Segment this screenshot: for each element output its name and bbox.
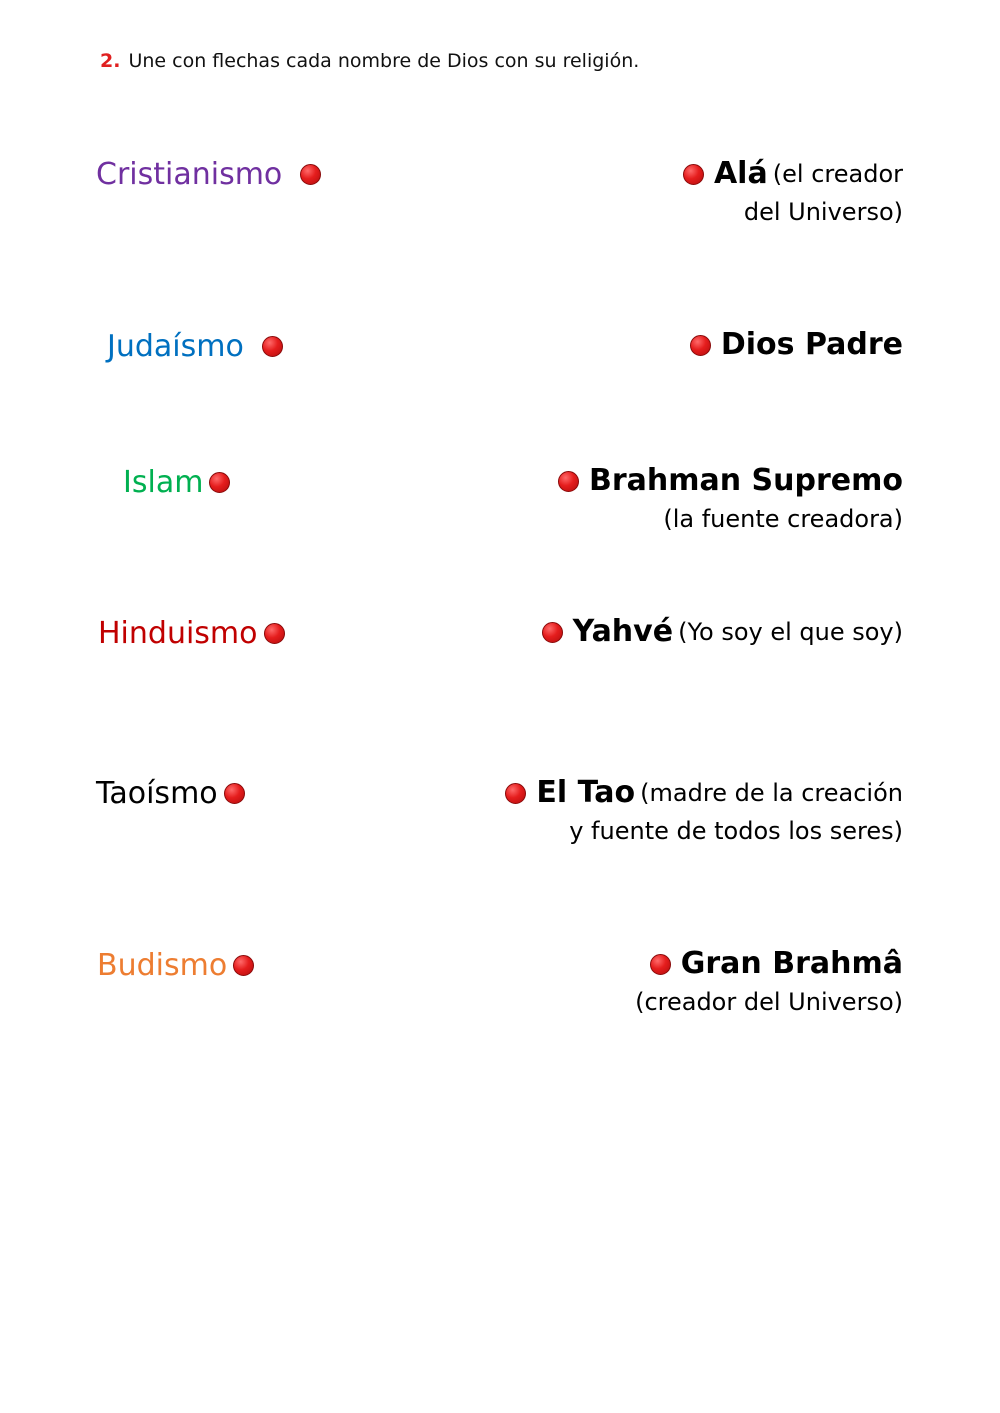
god-name: Brahman Supremo [588, 463, 903, 498]
god-item-ala [683, 155, 903, 231]
connect-dot-icon[interactable] [505, 783, 526, 804]
god-item-brahman-supremo [558, 462, 903, 538]
instruction-text: Une con flechas cada nombre de Dios con su religión. [128, 50, 640, 72]
religion-item-cristianismo [96, 152, 321, 196]
connect-dot-icon[interactable] [300, 164, 321, 185]
god-item-gran-brahma [635, 945, 903, 1021]
connect-dot-icon[interactable] [224, 783, 245, 804]
religion-label: Islam [123, 464, 204, 500]
instruction [100, 50, 639, 72]
god-item-yahve [542, 613, 903, 651]
connect-dot-icon[interactable] [262, 336, 283, 357]
religion-item-taoismo [96, 771, 245, 815]
god-name: Gran Brahmâ [680, 946, 903, 981]
god-name: Alá [713, 156, 768, 191]
god-name: Dios Padre [720, 327, 903, 362]
god-desc-line2: del Universo) [743, 198, 903, 226]
connect-dot-icon[interactable] [683, 164, 704, 185]
religion-label: Cristianismo [96, 156, 283, 192]
connect-dot-icon[interactable] [558, 471, 579, 492]
connect-dot-icon[interactable] [650, 954, 671, 975]
god-desc-line2: (creador del Universo) [635, 988, 903, 1016]
religion-label: Taoísmo [96, 775, 218, 811]
connect-dot-icon[interactable] [690, 335, 711, 356]
religion-label: Hinduismo [98, 615, 258, 651]
religion-label: Budismo [97, 947, 228, 983]
god-name: Yahvé [572, 614, 674, 649]
god-desc: (Yo soy el que soy) [678, 618, 903, 646]
instruction-number: 2. [100, 50, 121, 72]
religion-item-islam [123, 460, 230, 504]
god-item-el-tao [505, 774, 903, 850]
god-desc: (el creador [772, 160, 903, 188]
connect-dot-icon[interactable] [209, 472, 230, 493]
connect-dot-icon[interactable] [542, 622, 563, 643]
god-desc-line2: (la fuente creadora) [663, 505, 903, 533]
god-name: El Tao [536, 775, 636, 810]
god-desc: (madre de la creación [640, 779, 903, 807]
god-item-dios-padre [690, 326, 903, 364]
religion-item-budismo [97, 943, 254, 987]
religion-item-hinduismo [98, 611, 285, 655]
religion-label: Judaísmo [107, 328, 244, 364]
connect-dot-icon[interactable] [264, 623, 285, 644]
god-desc-line2: y fuente de todos los seres) [569, 817, 903, 845]
connect-dot-icon[interactable] [233, 955, 254, 976]
religion-item-judaismo [107, 324, 283, 368]
